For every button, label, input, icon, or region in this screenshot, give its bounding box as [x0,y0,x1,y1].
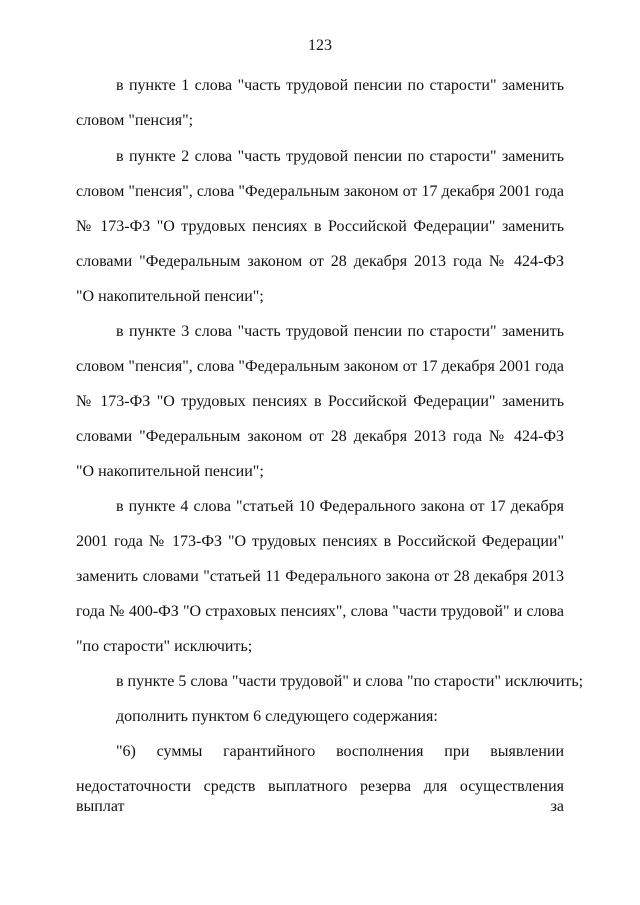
text-line: в пункте 2 слова "часть трудовой пенсии по старости" заменить [116,148,564,165]
text-line: "6) суммы гарантийного восполнения при выявлении [116,743,564,760]
text-line: № 173-ФЗ "О трудовых пенсиях в Российской Федерации" заменить [76,393,564,410]
text-line: словом "пенсия", слова "Федеральным законом от 17 декабря 2001 года [76,183,564,200]
text-line: словами "Федеральным законом от 28 декабря 2013 года № 424-ФЗ [76,253,564,270]
text-line: 2001 года № 173-ФЗ "О трудовых пенсиях в Российской Федерации" [76,533,564,550]
text-line: "О накопительной пенсии"; [76,288,264,305]
text-line: дополнить пунктом 6 следующего содержания: [116,708,438,725]
text-line: в пункте 4 слова "статьей 10 Федерального закона от 17 декабря [116,498,564,515]
text-line: в пункте 5 слова "части трудовой" и слова "по старости" исключить; [116,673,584,690]
text-line: в пункте 1 слова "часть трудовой пенсии по старости" заменить [116,77,564,94]
text-line: недостаточности средств выплатного резерва для осуществления выплат за [76,778,564,815]
text-line: № 173-ФЗ "О трудовых пенсиях в Российской Федерации" заменить [76,218,564,235]
text-line: словом "пенсия"; [76,112,194,129]
text-line: в пункте 3 слова "часть трудовой пенсии по старости" заменить [116,323,564,340]
text-line: "по старости" исключить; [76,638,253,655]
text-line: заменить словами "статьей 11 Федерального закона от 28 декабря 2013 [76,568,564,585]
page-number: 123 [308,37,332,54]
text-line: года № 400-ФЗ "О страховых пенсиях", слова "части трудовой" и слова [76,603,564,620]
text-line: словами "Федеральным законом от 28 декабря 2013 года № 424-ФЗ [76,428,564,445]
text-line: "О накопительной пенсии"; [76,463,264,480]
text-line: словом "пенсия", слова "Федеральным законом от 17 декабря 2001 года [76,358,564,375]
